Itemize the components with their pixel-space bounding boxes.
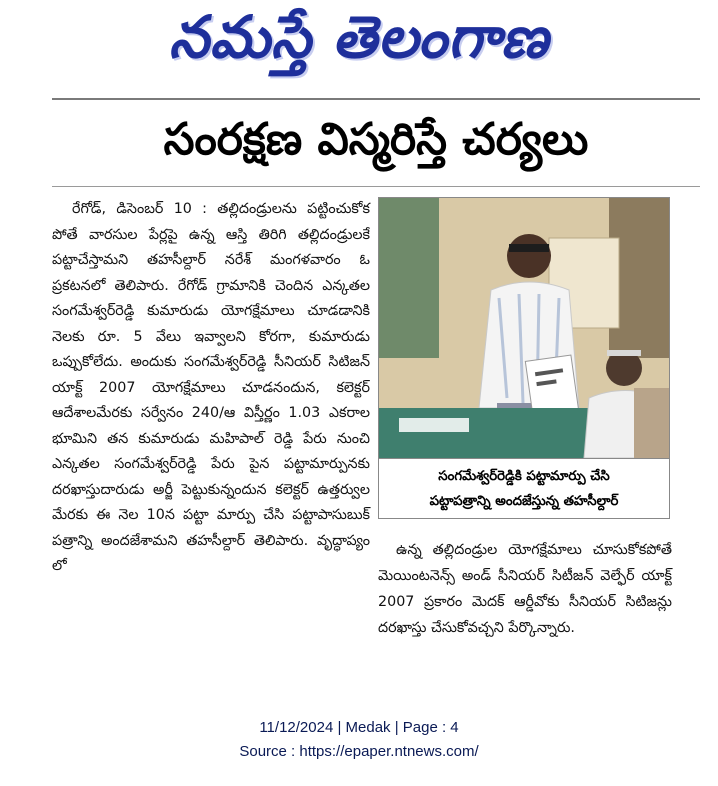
- masthead: [0, 4, 718, 84]
- article-headline-block: [52, 110, 700, 180]
- newspaper-logo-title: నమస్తే తెలంగాణ: [168, 2, 550, 71]
- article-headline: సంరక్షణ విస్మరిస్తే చర్యలు: [163, 114, 589, 165]
- photo-caption-line-2: పట్టాపత్రాన్ని అందజేస్తున్న తహసీల్దార్: [429, 493, 619, 509]
- news-photo-illustration: [379, 198, 669, 458]
- divider-headline: [52, 186, 700, 187]
- footer-source-url: Source : https://epaper.ntnews.com/: [239, 743, 479, 760]
- photo-caption-line-1: సంగమేశ్వర్‌రెడ్డికి పట్టామార్పు చేసి: [438, 468, 610, 484]
- article-left-column: [52, 197, 370, 707]
- article-right-text: [378, 537, 672, 641]
- source-footer: [0, 716, 718, 764]
- article-body-left: రేగోడ్, డిసెంబర్ 10 : తల్లిదండ్రులను పట్టించుకోక పోతే వారసుల పేర్లపై ఉన్న ఆస్తి తిరిగి తల్లిదండ్రులకే పట్టాచేస్తామని తహసీల్దార్ నరేశ్ మంగళవారం ఓ ప్రకటనలో తెలిపారు. రేగోడ్ గ్రామానికి చెందిన ఎన్కతల సంగమేశ్వర్‌రెడ్డి కుమారుడు యోగక్షేమాలు చూడడానికి నెలకు రూ. 5 వేలు ఇవ్వాలని కోరగా, కుమారుడు ఒప్పుకోలేదు. అందుకు సంగమేశ్వర్‌రెడ్డి సీనియర్ సిటిజన్ యాక్ట్ 2007 యోగక్షేమాలు చూడనందున, కలెక్టర్ ఆదేశాలమేరకు సర్వేనం 240/ఆ విస్తీర్ణం 1.03 ఎకరాల భూమిని తన కుమారుడు మహిపాల్ రెడ్డి పేరు నుంచి ఎన్కతల సంగమేశ్వర్‌రెడ్డి పేరు పైన పట్టామార్పునకు దరఖాస్తుదారుడు అర్జీ పెట్టుకున్నందున కలెక్టర్ ఉత్తర్వుల మేరకు ఈ నెల 10న పట్టా మార్పు చేసి పట్టాపాసుబుక్ పత్రాన్ని అందజేశామని తహసీల్దార్ తెలిపారు. వృద్ధాప్యం లో: [52, 201, 370, 574]
- article-body-right: ఉన్న తల్లిదండ్రుల యోగక్షేమాలు చూసుకోకపోతే మెయింటనెన్స్ అండ్ సీనియర్ సిటీజన్ వెల్ఫేర్ యాక్ట్ 2007 ప్రకారం మెదక్ ఆర్డీవోకు సీనియర్ సిటిజన్లు దరఖాస్తు చేసుకోవచ్చని పేర్కొన్నారు.: [378, 542, 672, 636]
- divider-top: [52, 98, 700, 100]
- photo-caption: [378, 459, 670, 519]
- footer-date-edition: 11/12/2024 | Medak | Page : 4: [259, 719, 459, 736]
- news-photo: [378, 197, 670, 459]
- article-right-column: [378, 197, 672, 697]
